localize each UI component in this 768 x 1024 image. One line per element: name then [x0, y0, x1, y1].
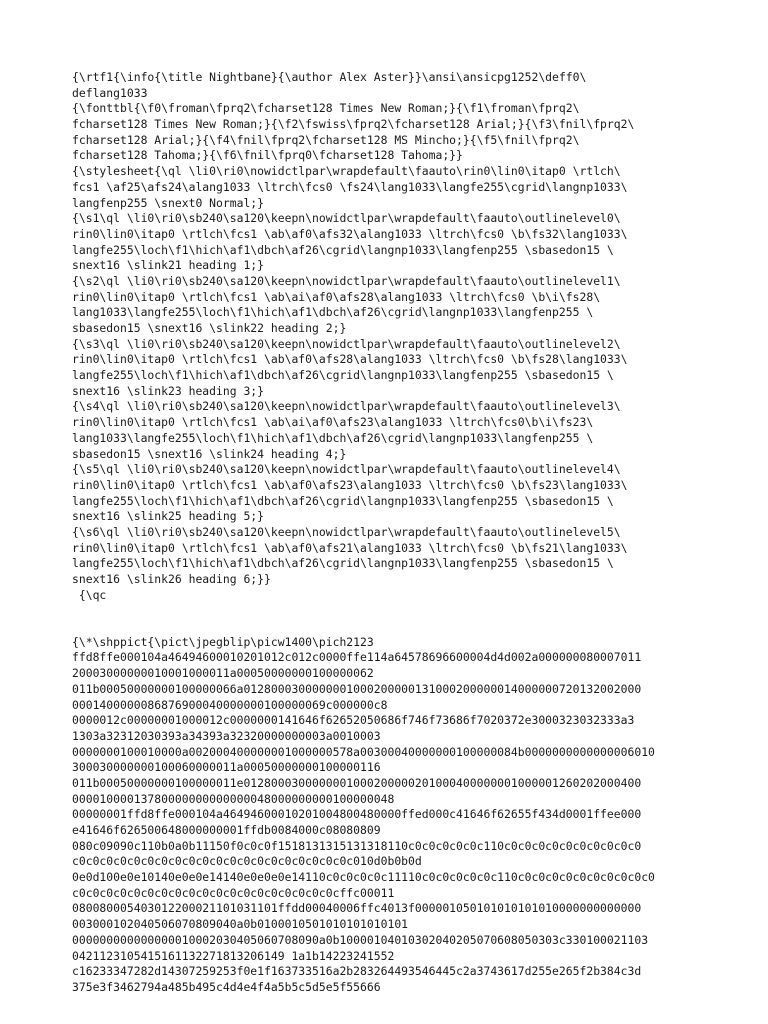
hex-data-line: c0c0c0c0c0c0c0c0c0c0c0c0c0c0c0c0c0c0c0cffc00011: [72, 885, 395, 900]
hex-data-line: e41646f626500648000000001ffdb0084000c08080809: [72, 823, 381, 838]
rtf-text-line: {\s6\ql \li0\ri0\sb240\sa120\keepn\nowidctlpar\wrapdefault\faauto\outlinelevel5\: [72, 524, 621, 539]
hex-data-line: 1303a32312030393a34393a32320000000003a0010003: [72, 728, 381, 743]
rtf-text-line: {\s4\ql \li0\ri0\sb240\sa120\keepn\nowidctlpar\wrapdefault\faauto\outlinelevel3\: [72, 399, 621, 414]
document-page: [72, 70, 712, 996]
hex-data-line: c0c0c0c0c0c0c0c0c0c0c0c0c0c0c0c0c0c0c0c0c010d0b0b0d: [72, 854, 422, 869]
rtf-text-line: fcharset128 Times New Roman;}{\f2\fswiss\fprq2\fcharset128 Arial;}{\f3\fnil\fprq2\: [72, 117, 635, 132]
hex-data-line: 000000000000000010002030405060708090a0b10000104010302040205070608050303c330100021103: [72, 932, 649, 947]
hex-data-line: 0421123105415161132271813206149 1a1b14223241552: [72, 948, 395, 963]
hex-data-line: c16233347282d14307259253f0e1f163733516a2b283264493546445c2a3743617d255e265f2b384c3d: [72, 964, 642, 979]
hex-data-line: 375e3f3462794a485b495c4d4e4f4a5b5c5d5e5f55666: [72, 979, 381, 994]
hex-data-line: 300030000000100060000011a00050000000100000116: [72, 760, 381, 775]
rtf-header-block: [72, 70, 712, 603]
rtf-text-line: {\stylesheet{\ql \li0\ri0\nowidctlpar\wrapdefault\faauto\rin0\lin0\itap0 \rtlch\: [72, 164, 621, 179]
hex-data-line: 0001400000086876900040000000100000069c000000c8: [72, 697, 388, 712]
hex-data-line: 003000102040506070809040a0b0100010501010101010101: [72, 917, 409, 932]
hex-data-line: 080c09090c110b0a0b11150f0c0c0f1518131315131318110c0c0c0c0c0c110c0c0c0c0c0c0c0c0c0c0: [72, 838, 642, 853]
rtf-text-line: {\qc: [72, 587, 107, 602]
rtf-text-line: rin0\lin0\itap0 \rtlch\fcs1 \ab\af0\afs21\alang1033 \ltrch\fcs0 \b\fs21\lang1033\: [72, 540, 628, 555]
hex-data-line: 080080005403012200021101031101ffdd00040006ffc4013f000001050101010101010000000000000: [72, 901, 642, 916]
shppict-hex-block: [72, 635, 712, 996]
hex-data-line: ffd8ffe000104a46494600010201012c012c0000ffe114a64578696600004d4d002a000000080007011: [72, 650, 642, 665]
rtf-text-line: rin0\lin0\itap0 \rtlch\fcs1 \ab\ai\af0\afs23\alang1033 \ltrch\fcs0\b\i\fs23\: [72, 415, 594, 430]
rtf-text-line: lang1033\langfe255\loch\f1\hich\af1\dbch\af26\cgrid\langnp1033\langfenp255 \: [72, 305, 594, 320]
rtf-text-line: langfe255\loch\f1\hich\af1\dbch\af26\cgrid\langnp1033\langfenp255 \sbasedon15 \: [72, 556, 614, 571]
rtf-text-line: rin0\lin0\itap0 \rtlch\fcs1 \ab\af0\afs32\alang1033 \ltrch\fcs0 \b\fs32\lang1033\: [72, 226, 628, 241]
rtf-text-line: {\s5\ql \li0\ri0\sb240\sa120\keepn\nowidctlpar\wrapdefault\faauto\outlinelevel4\: [72, 462, 621, 477]
rtf-text-line: langfenp255 \snext0 Normal;}: [72, 195, 265, 210]
rtf-text-line: sbasedon15 \snext16 \slink24 heading 4;}: [72, 446, 347, 461]
hex-data-line: 00000001ffd8ffe000104a46494600010201004800480000ffed000c41646f62655f434d0001ffee000: [72, 807, 642, 822]
rtf-text-line: snext16 \slink21 heading 1;}: [72, 258, 265, 273]
rtf-text-line: rin0\lin0\itap0 \rtlch\fcs1 \ab\ai\af0\afs28\alang1033 \ltrch\fcs0 \b\i\fs28\: [72, 289, 601, 304]
rtf-text-line: langfe255\loch\f1\hich\af1\dbch\af26\cgrid\langnp1033\langfenp255 \sbasedon15 \: [72, 242, 614, 257]
hex-data-line: 0000000100010000a002000400000001000000578a00300040000000100000084b0000000000000006010: [72, 744, 655, 759]
hex-data-line: 011b00050000000100000011e0128000300000001000200000201000400000001000001260202000400: [72, 775, 642, 790]
rtf-text-line: langfe255\loch\f1\hich\af1\dbch\af26\cgrid\langnp1033\langfenp255 \sbasedon15 \: [72, 368, 614, 383]
rtf-text-line: rin0\lin0\itap0 \rtlch\fcs1 \ab\af0\afs23\alang1033 \ltrch\fcs0 \b\fs23\lang1033\: [72, 477, 628, 492]
rtf-text-line: fcs1 \af25\afs24\alang1033 \ltrch\fcs0 \fs24\lang1033\langfe255\cgrid\langnp1033\: [72, 179, 628, 194]
rtf-text-line: snext16 \slink25 heading 5;}: [72, 509, 265, 524]
hex-data-line: {\*\shppict{\pict\jpegblip\picw1400\pich2123: [72, 634, 374, 649]
hex-data-line: 011b00050000000100000066a0128000300000001000200000131000200000014000000720132002000: [72, 681, 642, 696]
rtf-text-line: {\s1\ql \li0\ri0\sb240\sa120\keepn\nowidctlpar\wrapdefault\faauto\outlinelevel0\: [72, 211, 621, 226]
rtf-text-line: fcharset128 Tahoma;}{\f6\fnil\fprq0\fcharset128 Tahoma;}}: [72, 148, 463, 163]
rtf-text-line: {\s2\ql \li0\ri0\sb240\sa120\keepn\nowidctlpar\wrapdefault\faauto\outlinelevel1\: [72, 273, 621, 288]
hex-data-line: 0e0d100e0e10140e0e0e14140e0e0e0e14110c0c0c0c0c11110c0c0c0c0c0c110c0c0c0c0c0c0c0c0c0c0: [72, 870, 655, 885]
rtf-text-line: deflang1033: [72, 85, 148, 100]
rtf-text-line: lang1033\langfe255\loch\f1\hich\af1\dbch\af26\cgrid\langnp1033\langfenp255 \: [72, 430, 594, 445]
rtf-text-line: langfe255\loch\f1\hich\af1\dbch\af26\cgrid\langnp1033\langfenp255 \sbasedon15 \: [72, 493, 614, 508]
hex-data-line: 20003000000010001000011a00050000000100000062: [72, 666, 374, 681]
rtf-text-line: snext16 \slink26 heading 6;}}: [72, 572, 271, 586]
hex-data-line: 00001000013780000000000000048000000000100000048: [72, 791, 395, 806]
rtf-text-line: sbasedon15 \snext16 \slink22 heading 2;}: [72, 321, 347, 335]
rtf-text-line: {\s3\ql \li0\ri0\sb240\sa120\keepn\nowidctlpar\wrapdefault\faauto\outlinelevel2\: [72, 336, 621, 351]
rtf-text-line: rin0\lin0\itap0 \rtlch\fcs1 \ab\af0\afs28\alang1033 \ltrch\fcs0 \b\fs28\lang1033\: [72, 352, 628, 367]
rtf-text-line: snext16 \slink23 heading 3;}: [72, 383, 265, 398]
paragraph-gap: [72, 603, 712, 634]
rtf-text-line: fcharset128 Arial;}{\f4\fnil\fprq2\fcharset128 MS Mincho;}{\f5\fnil\fprq2\: [72, 132, 580, 147]
hex-data-line: 0000012c00000001000012c0000000141646f62652050686f746f73686f7020372e3000323032333a3: [72, 713, 635, 728]
rtf-text-line: {\rtf1{\info{\title Nightbane}{\author Alex Aster}}\ansi\ansicpg1252\deff0\: [72, 70, 587, 84]
rtf-text-line: {\fonttbl{\f0\froman\fprq2\fcharset128 Times New Roman;}{\f1\froman\fprq2\: [72, 101, 580, 116]
